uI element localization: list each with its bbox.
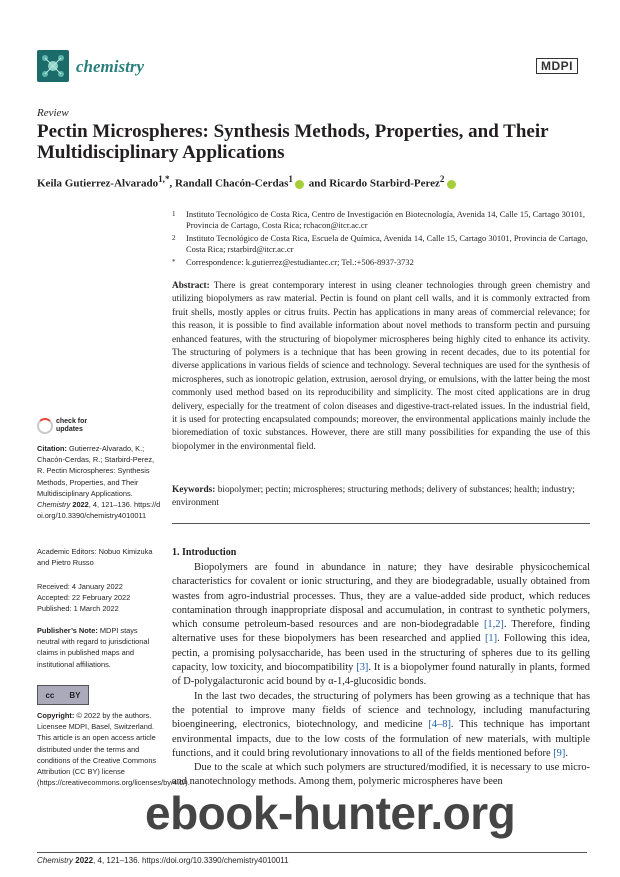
intro-paragraph-1 [172,561,590,790]
divider [172,523,590,524]
reference-link[interactable]: [3] [356,662,369,674]
paragraph-text: Due to the scale at which such polymers are structured/modified, it is necessary to use micro- and nanotechnology methods. Among them, polymeric microspheres have been [172,762,590,788]
page-footer [37,852,587,865]
citation-volume: , 4, 121–136. [88,500,132,510]
abstract-label: Abstract: [172,281,210,291]
check-updates-icon [37,418,53,434]
keywords-label: Keywords: [172,485,216,495]
section-heading: 1. Introduction [172,547,237,558]
paragraph-text: . Following this idea, pectin, a promising polysaccharide, has been used in the structuring of spheres due to its gelling capacity, low toxicity, and biocompatibility [172,633,590,674]
affiliation-number: 2 [172,234,176,242]
keywords-text: biopolymer; pectin; microspheres; structuring methods; delivery of substances; health; industry; environment [172,485,575,509]
author-name: Keila Gutierrez-Alvarado [37,177,159,190]
paragraph-text: . [565,747,568,759]
affiliation [172,233,592,255]
published-date: Published: 1 March 2022 [37,604,119,614]
affiliation-number: * [172,258,176,266]
author-name: Ricardo Starbird-Perez [329,177,440,190]
orcid-icon[interactable] [295,180,304,189]
citation-year: 2022 [72,500,89,510]
affiliation-number: 1 [172,210,176,218]
reference-link[interactable]: [9] [553,747,566,759]
accepted-date: Accepted: 22 February 2022 [37,593,131,603]
citation-text: Gutierrez-Alvarado, K.; Chacón-Cerdas, R.; Starbird-Perez, R. Pectin Microspheres: Synthesis Methods, Properties, and Their Multidisciplinary Applications. [37,444,155,498]
paragraph-text: In the last two decades, the structuring of polymers has been growing as a technique that has the potential to improve many fields of science and technology, including manufacturing bioengineering, electronics, biotechnology, and medicine [172,690,590,731]
reference-link[interactable]: [1] [484,633,498,645]
copyright-label: Copyright: [37,711,75,720]
author-sup: 2 [439,174,445,184]
paragraph-text: . This technique has important environmental impacts, due to the low costs of the formulation of new materials, with multiple functions, and it could bring revolutionary innovations to all of the fields mentioned before [172,719,590,759]
author-separator: and [305,177,330,190]
dates [37,581,162,615]
author-name: Randall Chacón-Cerdas [175,177,289,190]
reference-link[interactable]: [4–8] [428,719,451,731]
citation-doi-link[interactable]: https://doi.org/10.3390/chemistry4010011 [37,500,161,521]
citation-label: Citation: [37,444,67,453]
journal-name: chemistry [76,57,144,76]
publisher-note-text: MDPI stays neutral with regard to jurisdictional claims in published maps and institutional affiliations. [37,626,150,669]
author-sup: 1,* [158,174,170,184]
paragraph-text: Biopolymers are found in abundance in nature; they have desirable physicochemical characteristics for covalent or ionic structuring, and they are biodegradable, usually obtained from wastes from agro-industrial processes. Thus, they are a value-added side product, which reduces contamination through inappropriate disposal and accumulation, in contrast to synthetic polymers, which consume petroleum-based resources and are non-biodegradable [172,562,590,631]
publisher-note [37,625,162,670]
copyright [37,710,190,788]
citation [37,443,162,521]
copyright-text: © 2022 by the authors. Licensee MDPI, Basel, Switzerland. This article is an open access article distributed under the terms and conditions of the Creative Commons Attribution (CC BY) license (https://creativecommons.org/licenses/by/4.0/). [37,711,190,788]
footer-citation: , 4, 121–136. https://doi.org/10.3390/chemistry4010011 [93,856,289,865]
author-separator: , [169,177,176,190]
paragraph-text: . It is a biopolymer found naturally in plants, formed of D-polygalacturonic acid bound by α-1,4-glucosidic bonds. [172,662,590,688]
abstract [172,280,590,454]
author-sup: 1 [288,174,293,184]
article-title: Pectin Microspheres: Synthesis Methods, Properties, and Their Multidisciplinary Applications [37,121,549,163]
orcid-icon[interactable] [447,180,456,189]
publisher-note-label: Publisher’s Note: [37,626,98,635]
publisher-logo: MDPI [536,58,578,74]
academic-editors: Academic Editors: Nobuo Kimizuka and Pietro Russo [37,547,153,568]
affiliation [172,209,592,231]
cc-icon: cc [45,690,55,700]
watermark: ebook-hunter.org [145,787,516,839]
journal-logo [37,50,69,82]
citation-journal: Chemistry [37,500,71,510]
paragraph-text: . Therefore, finding alternative uses for these biopolymers has been researched and applied [172,619,591,645]
affiliation-text: Correspondence: k.gutierrez@estudiantec.cr; Tel.:+506-8937-3732 [186,257,414,267]
abstract-text: There is great contemporary interest in using cleaner technologies through green chemistry and utilizing biopolymers as raw material. Pectin is found on plant cell walls, and it is commonly extracted from fruit shells, mostly apples or citrus fruits. Pectin has applications in many areas of commercial relevance; for this reason, it is possible to find available information about novel methods to transform pectin and pursuing enhanced features, with the structuring of biopolymer microspheres being highly cited to enhance its activity. The structuring of polymers is a technique that has been growing in recent decades, due to its potential for diverse applications in various fields of science and technology. Several techniques are used for the synthesis of microspheres, such as ionotropic gelation, extrusion, aerosol drying, or emulsions, with the latter being the most commonly used method based on its reproducibility and simplicity. The most cited applications are in drug delivery, especially for the treatment of colon diseases and digestive-tract-related issues. In the industrial field, it is used for protecting encapsulated compounds; moreover, the environmental applications mainly include the bioremediation of toxic substances. However, there are still many possibilities for expanding the use of this biopolymer in the environmental field. [172,281,590,452]
by-icon: BY [69,690,81,700]
footer-journal: Chemistry [37,856,74,865]
article-type: Review [37,107,69,119]
cc-by-license-icon[interactable] [37,685,89,705]
reference-link[interactable]: [1,2] [483,619,504,631]
check-updates-label: check for updates [56,418,88,433]
footer-year: 2022 [75,856,94,865]
affiliation-text: Instituto Tecnológico de Costa Rica, Centro de Investigación en Biotecnología, Avenida 14, Calle 15, Cartago 30101, Provincia de Cartago, Costa Rica; rchacon@itcr.ac.cr [186,209,585,230]
received-date: Received: 4 January 2022 [37,582,123,591]
author-list [37,174,597,190]
affiliation-text: Instituto Tecnológico de Costa Rica, Escuela de Química, Avenida 14, Calle 15, Cartago 30101, Provincia de Cartago, Costa Rica; rstarbird@itcr.ac.cr [186,233,588,254]
journal-logo-icon [37,50,69,82]
check-for-updates-button[interactable] [37,418,96,434]
correspondence [172,257,592,268]
keywords [172,484,590,511]
